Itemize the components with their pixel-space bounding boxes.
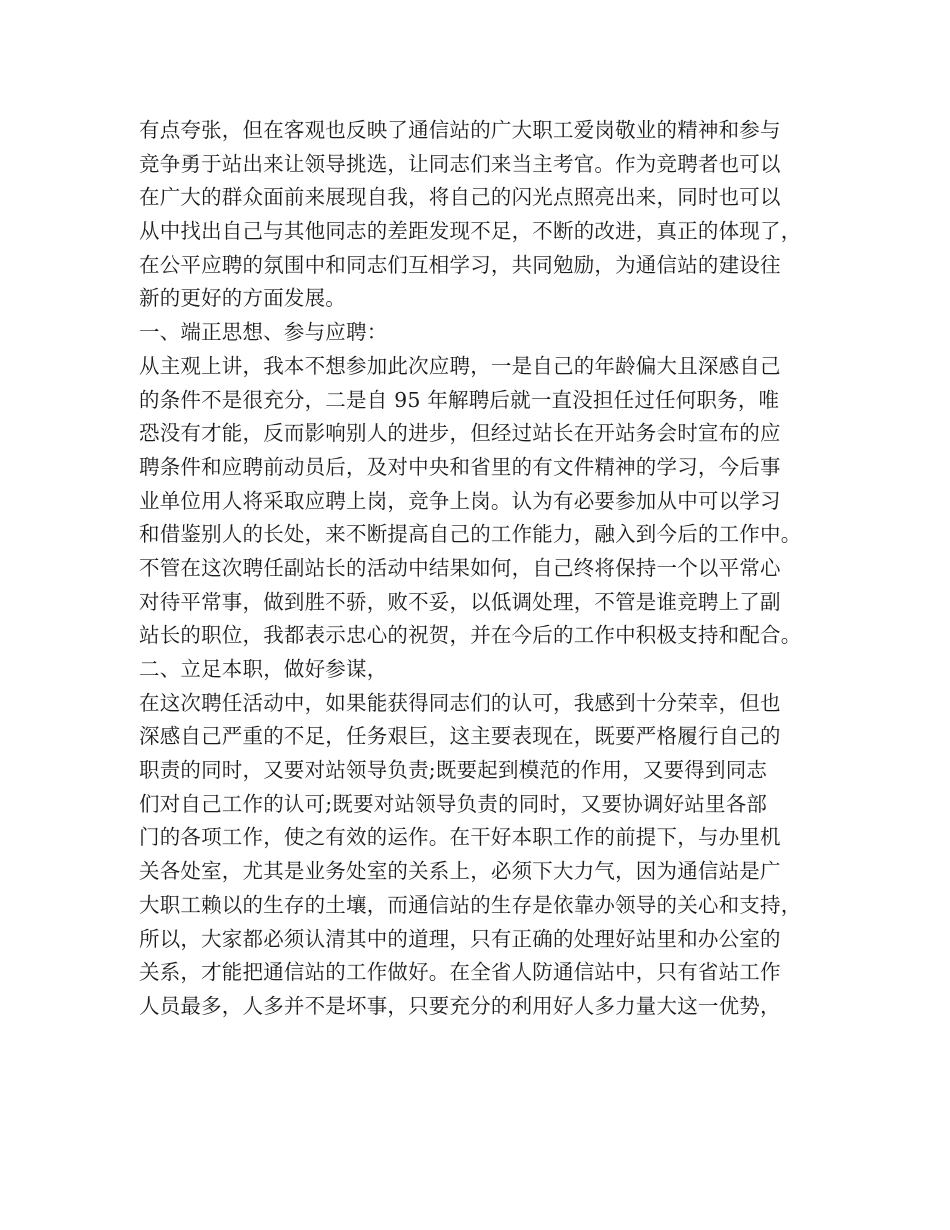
- text-line: 在公平应聘的氛围中和同志们互相学习，共同勉励，为通信站的建设往: [139, 252, 781, 277]
- document-body: [139, 114, 839, 1024]
- text-line: 新的更好的方面发展。: [139, 286, 346, 311]
- text-line: 在广大的群众面前来展现自我，将自己的闪光点照亮出来，同时也可以: [139, 185, 781, 210]
- text-line: 人员最多，人多并不是坏事，只要充分的利用好人多力量大这一优势，: [139, 993, 781, 1018]
- section-heading: 一、端正思想、参与应聘：: [139, 320, 388, 345]
- text-line: 不管在这次聘任副站长的活动中结果如何，自己终将保持一个以平常心: [139, 555, 781, 580]
- text-line: 聘条件和应聘前动员后，及对中央和省里的有文件精神的学习，今后事: [139, 454, 781, 479]
- text-line: 职责的同时，又要对站领导负责;既要起到模范的作用，又要得到同志: [139, 758, 768, 783]
- text-line: 有点夸张，但在客观也反映了通信站的广大职工爱岗敬业的精神和参与: [139, 118, 781, 142]
- text-line: 关各处室，尤其是业务处室的关系上，必须下大力气，因为通信站是广: [139, 859, 781, 884]
- text-line: 恐没有才能，反而影响别人的进步，但经过站长在开站务会时宣布的应: [139, 421, 781, 446]
- text-line: 关系，才能把通信站的工作做好。在全省人防通信站中，只有省站工作: [139, 960, 781, 985]
- text-line: 深感自己严重的不足，任务艰巨，这主要表现在，既要严格履行自己的: [139, 724, 781, 749]
- text-line: 在这次聘任活动中，如果能获得同志们的认可，我感到十分荣幸，但也: [139, 690, 781, 715]
- text-line: 门的各项工作，使之有效的运作。在干好本职工作的前提下，与办里机: [139, 825, 781, 850]
- text-line: 和借鉴别人的长处，来不断提高自己的工作能力，融入到今后的工作中。: [139, 522, 802, 547]
- text-line: 从中找出自己与其他同志的差距发现不足，不断的改进，真正的体现了，: [139, 219, 802, 244]
- section-heading: 二、立足本职，做好参谋，: [139, 657, 388, 681]
- text-line: 从主观上讲，我本不想参加此次应聘，一是自己的年龄偏大且深感自己: [139, 353, 781, 378]
- text-line: 业单位用人将采取应聘上岗，竞争上岗。认为有必要参加从中可以学习: [139, 488, 781, 513]
- text-line: 所以，大家都必须认清其中的道理，只有正确的处理好站里和办公室的: [139, 926, 781, 951]
- text-line: 竞争勇于站出来让领导挑选，让同志们来当主考官。作为竞聘者也可以: [139, 151, 781, 176]
- text-line: 站长的职位，我都表示忠心的祝贺，并在今后的工作中积极支持和配合。: [139, 623, 802, 648]
- text-line: 对待平常事，做到胜不骄，败不妥，以低调处理，不管是谁竞聘上了副: [139, 589, 781, 614]
- text-line: 的条件不是很充分，二是自 95 年解聘后就一直没担任过任何职务，唯: [139, 387, 780, 412]
- text-line: 大职工赖以的生存的土壤，而通信站的生存是依靠办领导的关心和支持，: [139, 892, 802, 917]
- text-line: 们对自己工作的认可;既要对站领导负责的同时，又要协调好站里各部: [139, 791, 768, 816]
